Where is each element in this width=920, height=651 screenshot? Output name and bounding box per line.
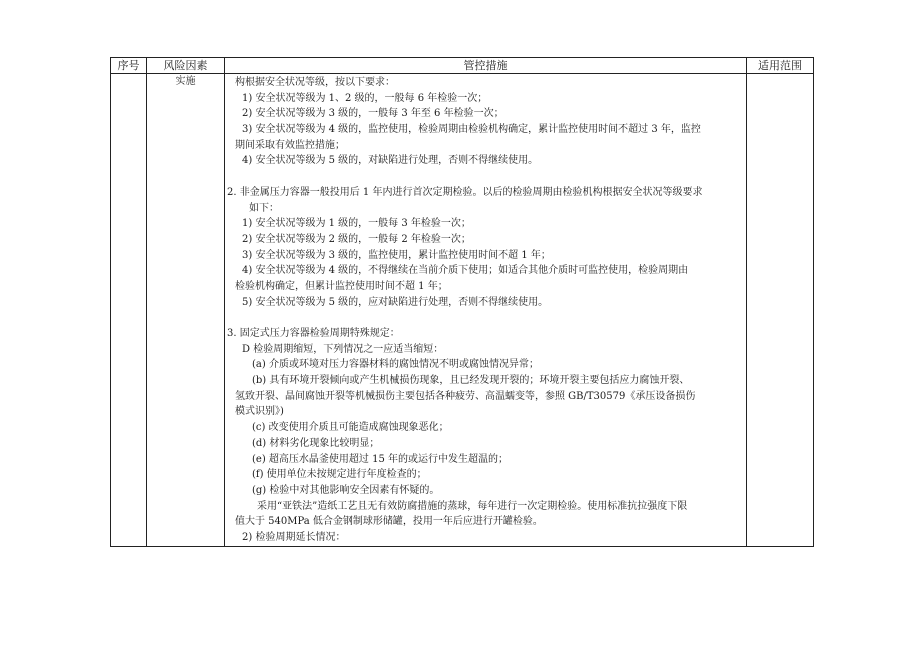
measure-line: (b) 具有环境开裂倾向或产生机械损伤现象，且已经发现开裂的；环境开裂主要包括应力腐蚀开裂、 — [252, 375, 690, 387]
measure-line: 值大于 540MPa 低合金钢制球形储罐，投用一年后应进行开罐检验。 — [235, 516, 543, 528]
cell-risk-factor: 实施 — [147, 74, 225, 547]
measure-line: 期间采取有效监控措施； — [235, 139, 345, 151]
cell-index — [111, 74, 147, 547]
measure-line: (a) 介质或环境对压力容器材料的腐蚀情况不明或腐蚀情况异常； — [252, 359, 539, 371]
measure-line: 2. 非金属压力容器一般投用后 1 年内进行首次定期检验。以后的检验周期由检验机构根据安全状况等级要求 — [227, 186, 703, 198]
cell-scope — [747, 74, 814, 547]
measure-line: 氢致开裂、晶间腐蚀开裂等机械损伤主要包括各种疲劳、高温蠕变等，参照 GB/T30579《承压设备损伤 — [235, 390, 696, 402]
measure-line: 构根据安全状况等级，按以下要求： — [235, 77, 395, 88]
measure-line: (c) 改变使用介质且可能造成腐蚀现象恶化； — [252, 422, 449, 434]
measure-line: 3) 安全状况等级为 4 级的，监控使用，检验周期由检验机构确定，累计监控使用时间不超过 3 年，监控 — [242, 124, 701, 136]
table-row — [111, 74, 814, 547]
header-risk-factor: 风险因素 — [147, 58, 225, 74]
measure-line: (f) 使用单位未按规定进行年度检查的； — [252, 469, 427, 481]
spacer — [227, 169, 744, 185]
measure-line: 模式识别》) — [235, 406, 284, 418]
measure-line: D 检验周期缩短，下列情况之一应适当缩短： — [242, 343, 444, 355]
header-scope: 适用范围 — [747, 58, 814, 74]
measure-line: 1) 安全状况等级为 1 级的，一般每 3 年检验一次； — [242, 218, 471, 230]
measure-line: 2) 安全状况等级为 2 级的，一般每 2 年检验一次； — [242, 233, 471, 245]
header-measures: 管控措施 — [225, 58, 747, 74]
measure-line: 3. 固定式压力容器检验周期特殊规定： — [227, 328, 400, 339]
header-index: 序号 — [111, 58, 147, 74]
cell-measures — [225, 74, 747, 547]
measures-table — [110, 57, 814, 547]
measure-line: 如下： — [249, 202, 279, 214]
measure-line: 5) 安全状况等级为 5 级的，应对缺陷进行处理，否则不得继续使用。 — [242, 296, 549, 308]
measure-line: 检验机构确定，但累计监控使用时间不超 1 年； — [235, 280, 448, 292]
header-row — [111, 58, 814, 74]
measure-line: (d) 材料劣化现象比较明显； — [252, 437, 380, 449]
measure-line: (g) 检验中对其他影响安全因素有怀疑的。 — [252, 484, 440, 496]
measure-line: 3) 安全状况等级为 3 级的，监控使用，累计监控使用时间不超 1 年； — [242, 249, 551, 261]
spacer — [227, 310, 744, 326]
measure-line: (e) 超高压水晶釜使用超过 15 年的或运行中发生超温的； — [252, 453, 508, 465]
measure-line: 2) 检验周期延长情况： — [242, 531, 346, 543]
measure-line: 2) 安全状况等级为 3 级的，一般每 3 年至 6 年检验一次； — [242, 108, 504, 120]
measure-line: 4) 安全状况等级为 4 级的，不得继续在当前介质下使用；如适合其他介质时可监控使用，检验周期由 — [242, 265, 689, 277]
measure-line: 1) 安全状况等级为 1、2 级的，一般每 6 年检验一次； — [242, 92, 488, 104]
measure-line: 4) 安全状况等级为 5 级的，对缺陷进行处理，否则不得继续使用。 — [242, 155, 539, 167]
measure-line: 采用“亚铁法”造纸工艺且无有效防腐措施的蒸球，每年进行一次定期检验。使用标准抗拉强度下限 — [257, 500, 688, 512]
